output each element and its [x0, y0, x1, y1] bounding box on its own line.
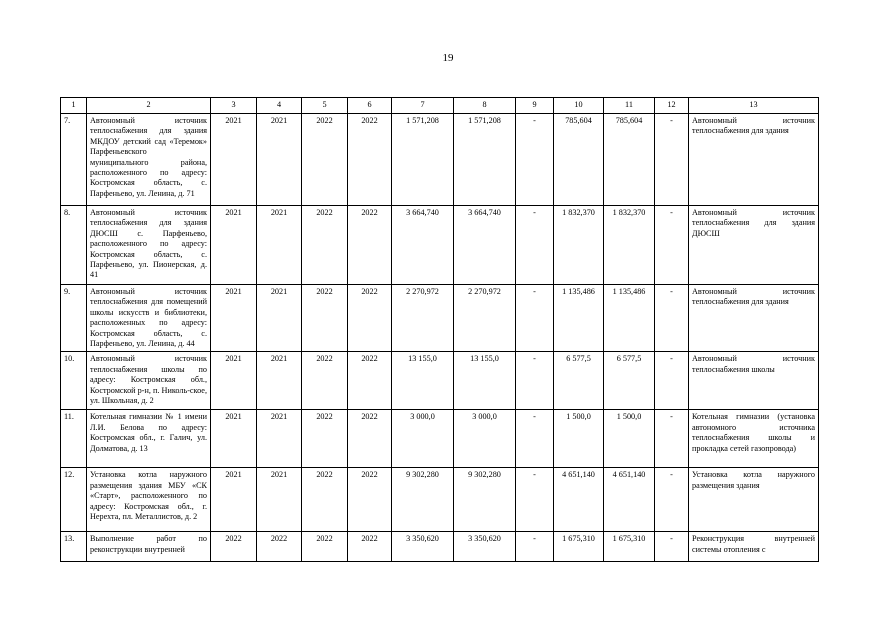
- cell-col12: -: [655, 468, 689, 532]
- cell-col9: -: [516, 468, 554, 532]
- header-row: [61, 98, 819, 114]
- row-number: 11.: [61, 410, 87, 468]
- cell-col10: 1 500,0: [554, 410, 604, 468]
- cell-col12: -: [655, 352, 689, 410]
- page-number: 19: [442, 52, 454, 64]
- cell-col5: 2022: [302, 285, 348, 352]
- object-description: Установка котла наружного размещения здания МБУ «СК «Старт», расположенного по адресу: Костромская обл., г. Нерехта, пл. Металлистов, д. 2: [87, 468, 211, 532]
- header-cell: 13: [689, 98, 819, 114]
- cell-col9: -: [516, 114, 554, 206]
- header-cell: 9: [516, 98, 554, 114]
- cell-col9: -: [516, 206, 554, 285]
- cell-col12: -: [655, 532, 689, 562]
- cell-col4: 2021: [257, 285, 302, 352]
- cell-col11: 1 832,370: [604, 206, 655, 285]
- cell-col3: 2021: [211, 468, 257, 532]
- cell-col8: 3 664,740: [454, 206, 516, 285]
- cell-col12: -: [655, 285, 689, 352]
- cell-col9: -: [516, 532, 554, 562]
- cell-col11: 1 675,310: [604, 532, 655, 562]
- result-description: Автономный источник теплоснабжения школы: [689, 352, 819, 410]
- cell-col5: 2022: [302, 410, 348, 468]
- cell-col4: 2021: [257, 352, 302, 410]
- cell-col7: 2 270,972: [392, 285, 454, 352]
- cell-col3: 2021: [211, 352, 257, 410]
- result-description-text: Реконструкция внутренней системы отопления с: [692, 534, 815, 554]
- cell-col10: 785,604: [554, 114, 604, 206]
- cell-col7: 3 664,740: [392, 206, 454, 285]
- cell-col11: 4 651,140: [604, 468, 655, 532]
- cell-col6: 2022: [348, 285, 392, 352]
- object-description-text: Выполнение работ по реконструкции внутренней: [90, 534, 207, 554]
- table-row: [61, 206, 819, 285]
- object-description: Автономный источник теплоснабжения для здания ДЮСШ с. Парфеньево, расположенного по адресу: Костромская область, с. Парфеньево, ул. Пионерская, д. 41: [87, 206, 211, 285]
- cell-col9: -: [516, 285, 554, 352]
- cell-col4: 2021: [257, 206, 302, 285]
- cell-col8: 1 571,208: [454, 114, 516, 206]
- row-number: 10.: [61, 352, 87, 410]
- header-cell: 6: [348, 98, 392, 114]
- header-cell: 4: [257, 98, 302, 114]
- cell-col7: 13 155,0: [392, 352, 454, 410]
- object-description: Автономный источник теплоснабжения школы по адресу: Костромская обл., Костромской р-н, п. Николь-ское, ул. Школьная, д. 2: [87, 352, 211, 410]
- table-row: [61, 285, 819, 352]
- cell-col10: 6 577,5: [554, 352, 604, 410]
- cell-col9: -: [516, 352, 554, 410]
- object-description: [87, 532, 211, 562]
- cell-col12: -: [655, 206, 689, 285]
- cell-col3: 2021: [211, 114, 257, 206]
- cell-col8: 9 302,280: [454, 468, 516, 532]
- header-cell: 10: [554, 98, 604, 114]
- cell-col7: 9 302,280: [392, 468, 454, 532]
- table-row: [61, 410, 819, 468]
- object-description: Автономный источник теплоснабжения для помещений школы искусств и библиотеки, расположенных по адресу: Костромская область, с. Парфеньево, ул. Ленина, д. 44: [87, 285, 211, 352]
- cell-col6: 2022: [348, 532, 392, 562]
- row-number: 12.: [61, 468, 87, 532]
- row-number: 9.: [61, 285, 87, 352]
- header-cell: 11: [604, 98, 655, 114]
- cell-col3: 2022: [211, 532, 257, 562]
- cell-col10: 1 832,370: [554, 206, 604, 285]
- cell-col10: 4 651,140: [554, 468, 604, 532]
- cell-col4: 2022: [257, 532, 302, 562]
- cell-col6: 2022: [348, 468, 392, 532]
- header-cell: 3: [211, 98, 257, 114]
- table-row: [61, 468, 819, 532]
- cell-col7: 1 571,208: [392, 114, 454, 206]
- cell-col4: 2021: [257, 468, 302, 532]
- cell-col10: 1 675,310: [554, 532, 604, 562]
- header-cell: 5: [302, 98, 348, 114]
- cell-col5: 2022: [302, 206, 348, 285]
- cell-col6: 2022: [348, 114, 392, 206]
- cell-col8: 13 155,0: [454, 352, 516, 410]
- cell-col5: 2022: [302, 114, 348, 206]
- result-description: Автономный источник теплоснабжения для здания: [689, 285, 819, 352]
- program-table: [60, 97, 819, 562]
- cell-col12: -: [655, 114, 689, 206]
- cell-col12: -: [655, 410, 689, 468]
- row-number: 13.: [61, 532, 87, 562]
- cell-col8: 3 350,620: [454, 532, 516, 562]
- row-number: 8.: [61, 206, 87, 285]
- result-description: Котельная гимназии (установка автономного источника теплоснабжения школы и прокладка сетей газопровода): [689, 410, 819, 468]
- cell-col11: 785,604: [604, 114, 655, 206]
- cell-col5: 2022: [302, 352, 348, 410]
- result-description: [689, 532, 819, 562]
- result-description: Установка котла наружного размещения здания: [689, 468, 819, 532]
- header-cell: 1: [61, 98, 87, 114]
- cell-col8: 3 000,0: [454, 410, 516, 468]
- cell-col10: 1 135,486: [554, 285, 604, 352]
- cell-col9: -: [516, 410, 554, 468]
- cell-col5: 2022: [302, 468, 348, 532]
- cell-col4: 2021: [257, 410, 302, 468]
- result-description: Автономный источник теплоснабжения для здания: [689, 114, 819, 206]
- cell-col11: 6 577,5: [604, 352, 655, 410]
- cell-col4: 2021: [257, 114, 302, 206]
- cell-col6: 2022: [348, 352, 392, 410]
- object-description: Автономный источник теплоснабжения для здания МКДОУ детский сад «Теремок» Парфеньевского муниципального района, расположенного по адресу: Костромская область, с. Парфеньево, ул. Ленина, д. 71: [87, 114, 211, 206]
- row-number: 7.: [61, 114, 87, 206]
- cell-col7: 3 350,620: [392, 532, 454, 562]
- result-description: Автономный источник теплоснабжения для здания ДЮСШ: [689, 206, 819, 285]
- cell-col11: 1 135,486: [604, 285, 655, 352]
- cell-col8: 2 270,972: [454, 285, 516, 352]
- table-row: [61, 352, 819, 410]
- cell-col6: 2022: [348, 410, 392, 468]
- header-cell: 8: [454, 98, 516, 114]
- object-description: Котельная гимназии № 1 имени Л.И. Белова по адресу: Костромская обл., г. Галич, ул. Долматова, д. 13: [87, 410, 211, 468]
- header-cell: 12: [655, 98, 689, 114]
- cell-col7: 3 000,0: [392, 410, 454, 468]
- cell-col6: 2022: [348, 206, 392, 285]
- cell-col3: 2021: [211, 285, 257, 352]
- table-row: [61, 114, 819, 206]
- cell-col5: 2022: [302, 532, 348, 562]
- cell-col3: 2021: [211, 206, 257, 285]
- header-cell: 7: [392, 98, 454, 114]
- table-row: [61, 532, 819, 562]
- cell-col3: 2021: [211, 410, 257, 468]
- header-cell: 2: [87, 98, 211, 114]
- cell-col11: 1 500,0: [604, 410, 655, 468]
